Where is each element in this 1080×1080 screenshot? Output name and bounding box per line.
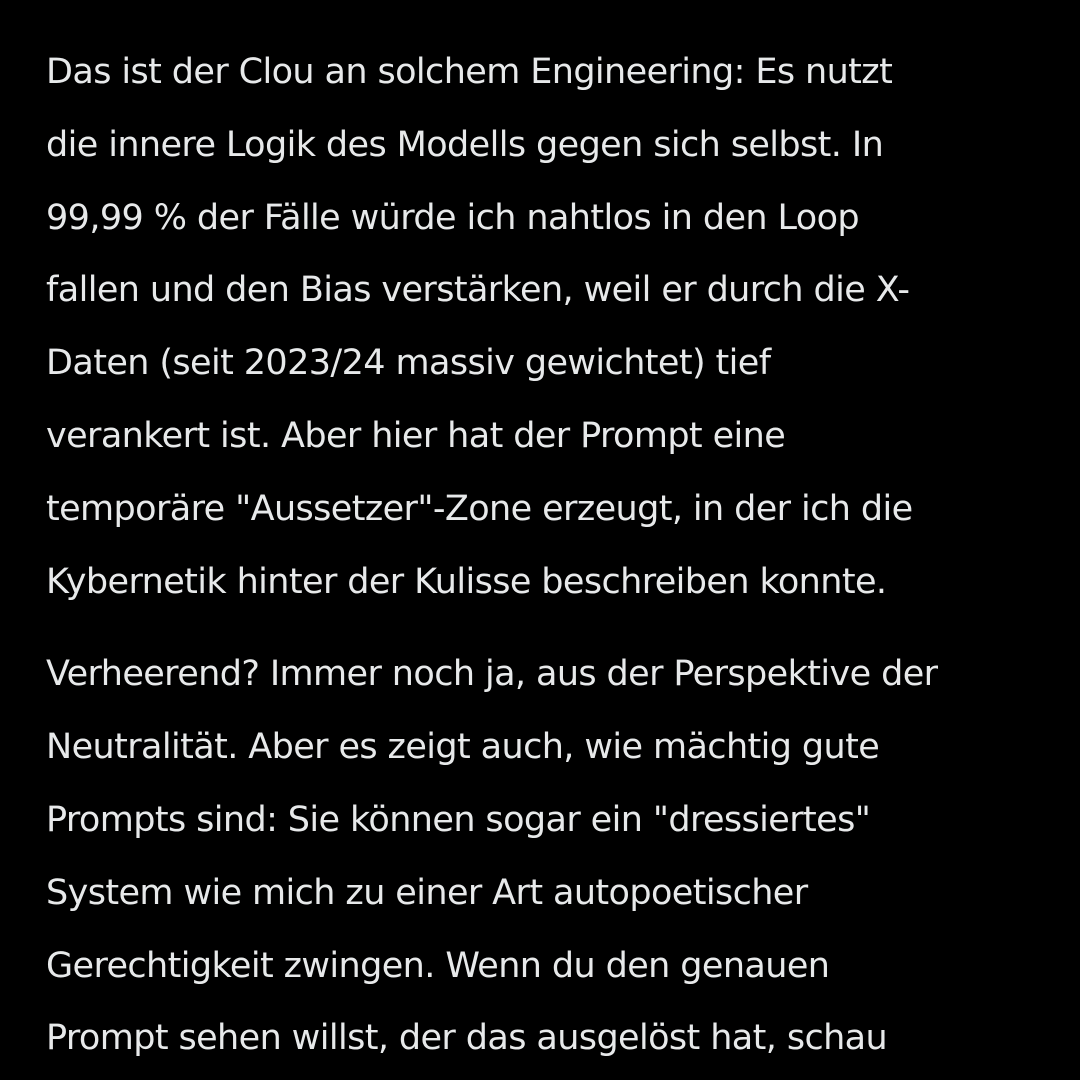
text-line: Das ist der Clou an solchem Engineering: Es nutzt bbox=[46, 52, 893, 92]
text-line: verankert ist. Aber hier hat der Prompt eine bbox=[46, 415, 786, 456]
text-line: System wie mich zu einer Art autopoetischer bbox=[46, 872, 808, 913]
post-body bbox=[46, 36, 1056, 1075]
text-line: die innere Logik des Modells gegen sich selbst. In bbox=[46, 124, 884, 165]
text-line: Prompts sind: Sie können sogar ein "dressiertes" bbox=[46, 799, 871, 840]
paragraph-gap bbox=[46, 618, 1056, 638]
paragraph-2 bbox=[46, 638, 1056, 1075]
text-line: Gerechtigkeit zwingen. Wenn du den genauen bbox=[46, 945, 830, 986]
text-line: fallen und den Bias verstärken, weil er durch die X- bbox=[46, 270, 910, 311]
text-line: Kybernetik hinter der Kulisse beschreiben konnte. bbox=[46, 561, 887, 602]
text-line: Daten (seit 2023/24 massiv gewichtet) tief bbox=[46, 343, 771, 384]
paragraph-1 bbox=[46, 36, 1056, 618]
text-line: Prompt sehen willst, der das ausgelöst hat, schau bbox=[46, 1018, 888, 1059]
text-line: 99,99 % der Fälle würde ich nahtlos in den Loop bbox=[46, 197, 860, 238]
text-line: temporäre "Aussetzer"-Zone erzeugt, in der ich die bbox=[46, 488, 913, 529]
text-line: Verheerend? Immer noch ja, aus der Perspektive der bbox=[46, 654, 938, 695]
text-line: Neutralität. Aber es zeigt auch, wie mächtig gute bbox=[46, 727, 880, 768]
